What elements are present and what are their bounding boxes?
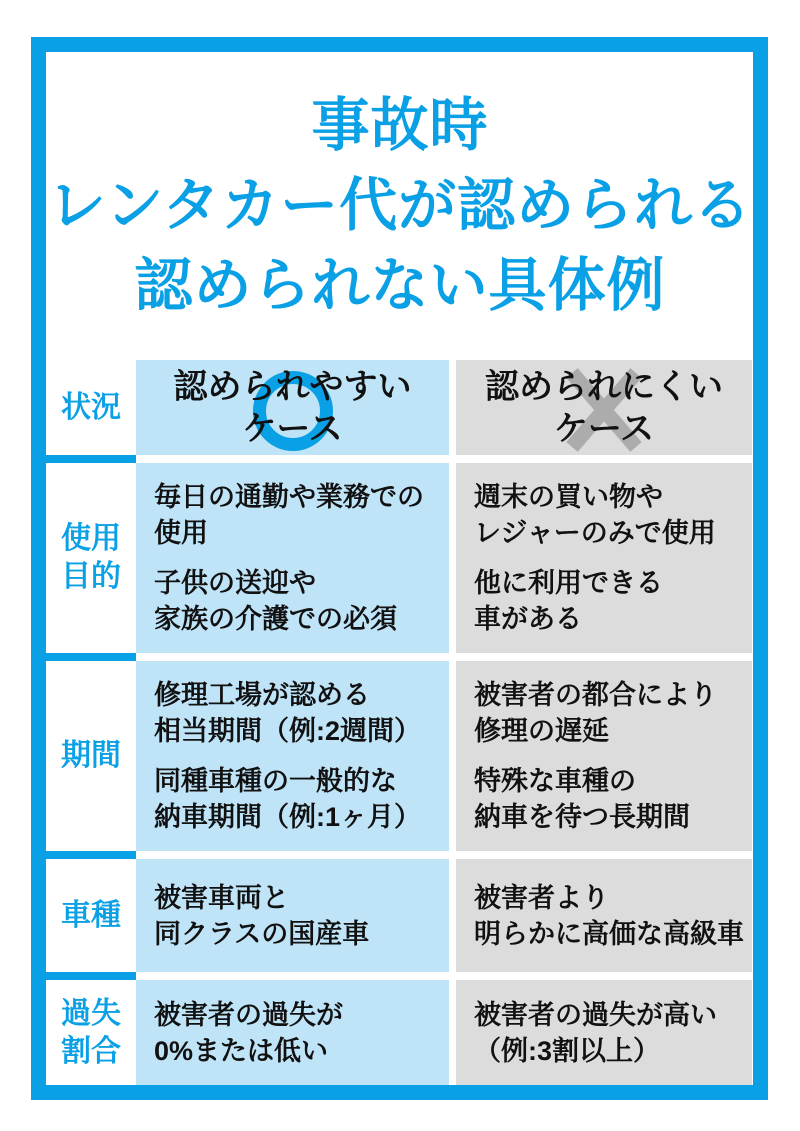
table-row-purpose: [46, 463, 752, 653]
table-header-row: [46, 360, 752, 455]
row-label-situation: 状況: [46, 360, 136, 455]
cell-period-accepted: 修理工場が認める 相当期間（例:2週間） 同種車種の一般的な 納車期間（例:1ヶ月）: [136, 661, 449, 851]
column-divider: [449, 463, 456, 653]
row-label-fault: 過失 割合: [46, 980, 136, 1085]
label-separator: [46, 653, 136, 661]
title-line-2: レンタカー代が認められる: [47, 173, 753, 238]
column-divider: [449, 661, 456, 851]
cell-purpose-rejected: 週末の買い物や レジャーのみで使用 他に利用できる 車がある: [456, 463, 752, 653]
header-accepted-case: 認められやすい ケース: [136, 360, 449, 455]
cell-fault-rejected: 被害者の過失が高い （例:3割以上）: [456, 980, 752, 1085]
row-gap: [46, 455, 752, 463]
label-separator: [46, 455, 136, 463]
cell-cartype-rejected: 被害者より 明らかに高価な高級車: [456, 859, 752, 972]
row-gap: [46, 851, 752, 859]
column-divider: [449, 980, 456, 1085]
cell-period-rejected: 被害者の都合により 修理の遅延 特殊な車種の 納車を待つ長期間: [456, 661, 752, 851]
cell-purpose-accepted: 毎日の通勤や業務での 使用 子供の送迎や 家族の介護での必須: [136, 463, 449, 653]
row-gap: [46, 972, 752, 980]
comparison-table: [46, 360, 752, 1085]
label-separator: [46, 972, 136, 980]
table-row-fault: [46, 980, 752, 1085]
row-gap: [46, 653, 752, 661]
header-rejected-case: 認められにくい ケース: [456, 360, 752, 455]
column-divider: [449, 859, 456, 972]
title-line-1: 事故時: [311, 93, 489, 158]
page-title: [40, 86, 760, 326]
row-label-purpose: 使用 目的: [46, 463, 136, 653]
cell-fault-accepted: 被害者の過失が 0%または低い: [136, 980, 449, 1085]
row-label-cartype: 車種: [46, 859, 136, 972]
title-line-3: 認められない具体例: [134, 253, 666, 318]
column-divider: [449, 360, 456, 455]
label-separator: [46, 851, 136, 859]
cell-cartype-accepted: 被害車両と 同クラスの国産車: [136, 859, 449, 972]
table-row-cartype: [46, 859, 752, 972]
row-label-period: 期間: [46, 661, 136, 851]
table-row-period: [46, 661, 752, 851]
